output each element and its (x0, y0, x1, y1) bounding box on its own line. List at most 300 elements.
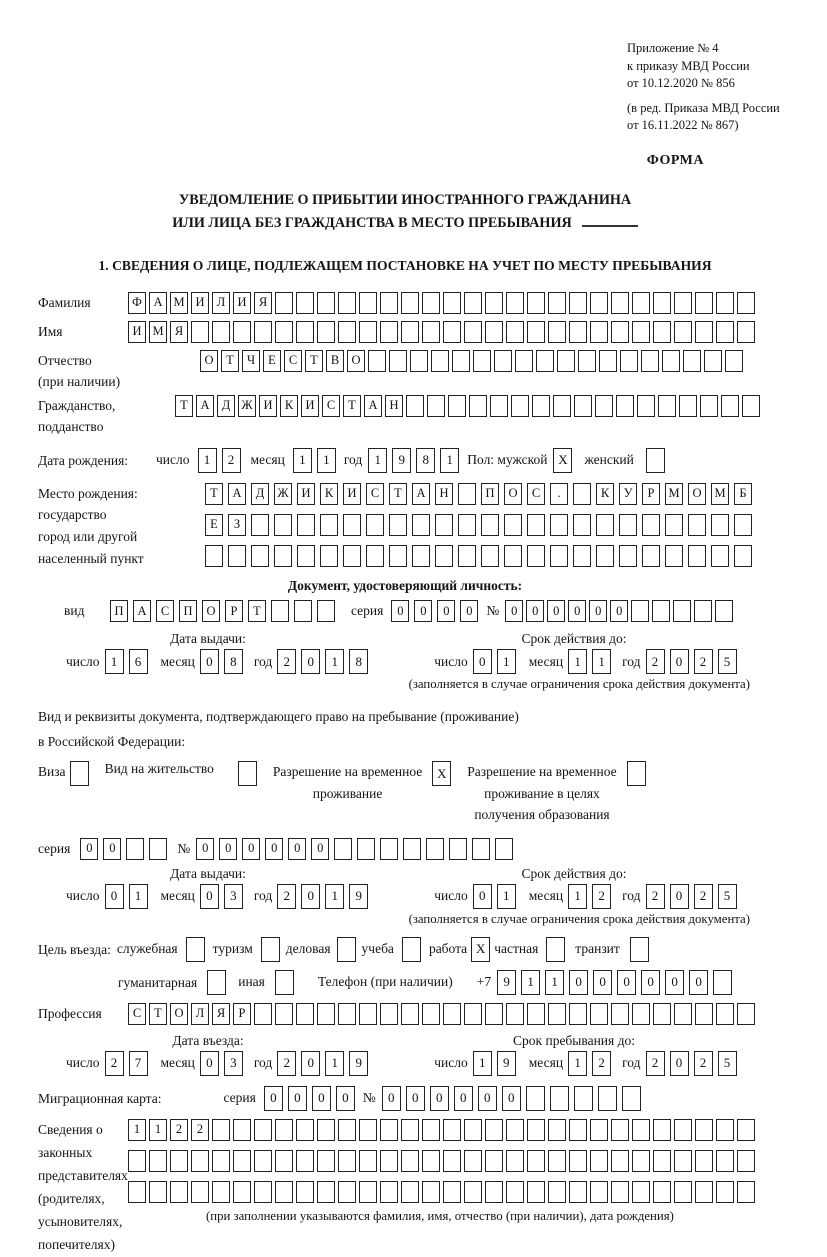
surname-cell[interactable] (653, 292, 671, 314)
birthplace-cell[interactable]: С (366, 483, 384, 505)
guardian-cell[interactable] (485, 1119, 503, 1141)
name-cell[interactable] (695, 321, 713, 343)
patronymic-cell[interactable] (368, 350, 386, 372)
edu-residence-box[interactable] (627, 761, 646, 786)
patronymic-cell[interactable]: Т (305, 350, 323, 372)
purpose-box[interactable] (546, 937, 565, 962)
permit-number-cell[interactable] (449, 838, 467, 860)
profession-cell[interactable]: Я (212, 1003, 230, 1025)
patronymic-cell[interactable] (494, 350, 512, 372)
date-cell[interactable]: 1 (592, 649, 611, 674)
profession-cell[interactable] (296, 1003, 314, 1025)
date-cell[interactable]: 0 (105, 884, 124, 909)
date-cell[interactable]: 2 (646, 1051, 665, 1076)
iddoc-kind-cell[interactable]: П (179, 600, 197, 622)
citizenship-cell[interactable] (406, 395, 424, 417)
guardian-cell[interactable] (233, 1181, 251, 1203)
guardian-cell[interactable] (653, 1181, 671, 1203)
iddoc-kind-cell[interactable]: Т (248, 600, 266, 622)
patronymic-cell[interactable] (536, 350, 554, 372)
phone-cell[interactable]: 9 (497, 970, 516, 995)
surname-cell[interactable]: И (233, 292, 251, 314)
permit-number-cell[interactable] (403, 838, 421, 860)
citizenship-cell[interactable]: А (196, 395, 214, 417)
permit-number-cell[interactable]: 0 (242, 838, 260, 860)
birthplace-cell[interactable] (504, 514, 522, 536)
permit-number-cell[interactable] (426, 838, 444, 860)
guardian-cell[interactable] (674, 1119, 692, 1141)
citizenship-cell[interactable] (721, 395, 739, 417)
date-cell[interactable]: 1 (473, 1051, 492, 1076)
birthplace-cell[interactable] (481, 514, 499, 536)
guardian-cell[interactable] (191, 1181, 209, 1203)
profession-cell[interactable] (380, 1003, 398, 1025)
date-cell[interactable]: 2 (277, 884, 296, 909)
guardian-cell[interactable] (296, 1181, 314, 1203)
date-cell[interactable]: 2 (646, 884, 665, 909)
profession-cell[interactable] (653, 1003, 671, 1025)
patronymic-cell[interactable] (599, 350, 617, 372)
birthplace-cell[interactable] (711, 545, 729, 567)
date-cell[interactable]: 2 (646, 649, 665, 674)
guardian-cell[interactable] (212, 1119, 230, 1141)
iddoc-number-cell[interactable] (673, 600, 691, 622)
guardian-cell[interactable] (443, 1119, 461, 1141)
sex-male-box[interactable]: X (553, 448, 572, 473)
citizenship-cell[interactable] (574, 395, 592, 417)
patronymic-cell[interactable] (473, 350, 491, 372)
birthplace-cell[interactable] (228, 545, 246, 567)
name-cell[interactable] (401, 321, 419, 343)
profession-cell[interactable] (716, 1003, 734, 1025)
guardian-cell[interactable] (716, 1181, 734, 1203)
patronymic-cell[interactable] (662, 350, 680, 372)
name-cell[interactable] (464, 321, 482, 343)
iddoc-number-cell[interactable] (652, 600, 670, 622)
profession-cell[interactable] (590, 1003, 608, 1025)
guardian-cell[interactable] (401, 1119, 419, 1141)
date-cell[interactable]: 5 (718, 1051, 737, 1076)
purpose-box[interactable] (402, 937, 421, 962)
citizenship-cell[interactable]: С (322, 395, 340, 417)
migration-number-cell[interactable] (526, 1086, 545, 1111)
iddoc-number-cell[interactable]: 0 (505, 600, 523, 622)
profession-cell[interactable] (527, 1003, 545, 1025)
iddoc-kind-cell[interactable] (317, 600, 335, 622)
guardian-cell[interactable] (170, 1150, 188, 1172)
patronymic-cell[interactable]: Т (221, 350, 239, 372)
guardian-cell[interactable] (401, 1181, 419, 1203)
iddoc-kind-cell[interactable]: Р (225, 600, 243, 622)
name-cell[interactable] (254, 321, 272, 343)
patronymic-cell[interactable] (515, 350, 533, 372)
guardian-cell[interactable] (611, 1119, 629, 1141)
birthplace-cell[interactable]: У (619, 483, 637, 505)
surname-cell[interactable] (737, 292, 755, 314)
date-cell[interactable]: 2 (592, 1051, 611, 1076)
permit-number-cell[interactable] (334, 838, 352, 860)
guardian-cell[interactable] (275, 1119, 293, 1141)
migration-series-cell[interactable]: 0 (264, 1086, 283, 1111)
birthplace-cell[interactable] (711, 514, 729, 536)
surname-cell[interactable] (317, 292, 335, 314)
birth-year-cell[interactable]: 8 (416, 448, 435, 473)
date-cell[interactable]: 1 (568, 649, 587, 674)
birthplace-cell[interactable] (458, 514, 476, 536)
date-cell[interactable]: 9 (349, 884, 368, 909)
guardian-cell[interactable] (695, 1150, 713, 1172)
migration-number-cell[interactable]: 0 (430, 1086, 449, 1111)
permit-number-cell[interactable] (472, 838, 490, 860)
guardian-cell[interactable] (443, 1150, 461, 1172)
permit-series-cell[interactable] (149, 838, 167, 860)
guardian-cell[interactable] (380, 1119, 398, 1141)
birthplace-cell[interactable] (389, 514, 407, 536)
name-cell[interactable] (611, 321, 629, 343)
profession-cell[interactable]: О (170, 1003, 188, 1025)
migration-series-cell[interactable]: 0 (312, 1086, 331, 1111)
date-cell[interactable]: 5 (718, 649, 737, 674)
purpose-box[interactable] (186, 937, 205, 962)
guardian-cell[interactable] (485, 1150, 503, 1172)
date-cell[interactable]: 7 (129, 1051, 148, 1076)
birth-year-cell[interactable]: 1 (440, 448, 459, 473)
date-cell[interactable]: 0 (301, 884, 320, 909)
citizenship-cell[interactable] (742, 395, 760, 417)
birthplace-cell[interactable] (504, 545, 522, 567)
guardian-cell[interactable] (485, 1181, 503, 1203)
citizenship-cell[interactable] (511, 395, 529, 417)
guardian-cell[interactable] (443, 1181, 461, 1203)
guardian-cell[interactable] (212, 1181, 230, 1203)
name-cell[interactable] (674, 321, 692, 343)
purpose-box[interactable]: X (471, 937, 490, 962)
citizenship-cell[interactable]: Т (343, 395, 361, 417)
profession-cell[interactable] (548, 1003, 566, 1025)
migration-number-cell[interactable]: 0 (382, 1086, 401, 1111)
citizenship-cell[interactable]: Т (175, 395, 193, 417)
birthplace-cell[interactable] (274, 514, 292, 536)
surname-cell[interactable] (338, 292, 356, 314)
surname-cell[interactable] (590, 292, 608, 314)
guardian-cell[interactable] (380, 1181, 398, 1203)
birthplace-cell[interactable] (642, 545, 660, 567)
name-cell[interactable] (212, 321, 230, 343)
iddoc-series-cell[interactable]: 0 (391, 600, 409, 622)
surname-cell[interactable] (485, 292, 503, 314)
birthplace-cell[interactable] (573, 514, 591, 536)
name-cell[interactable] (527, 321, 545, 343)
profession-cell[interactable] (443, 1003, 461, 1025)
name-cell[interactable] (506, 321, 524, 343)
citizenship-cell[interactable]: Ж (238, 395, 256, 417)
iddoc-number-cell[interactable]: 0 (547, 600, 565, 622)
guardian-cell[interactable] (674, 1181, 692, 1203)
profession-cell[interactable] (422, 1003, 440, 1025)
guardian-cell[interactable] (338, 1150, 356, 1172)
citizenship-cell[interactable] (469, 395, 487, 417)
date-cell[interactable]: 0 (200, 1051, 219, 1076)
guardian-cell[interactable] (506, 1150, 524, 1172)
guardian-cell[interactable] (569, 1119, 587, 1141)
birthplace-cell[interactable]: Н (435, 483, 453, 505)
date-cell[interactable]: 8 (224, 649, 243, 674)
guardian-cell[interactable] (422, 1119, 440, 1141)
purpose-box[interactable] (261, 937, 280, 962)
citizenship-cell[interactable] (490, 395, 508, 417)
name-cell[interactable] (443, 321, 461, 343)
birthplace-cell[interactable] (297, 545, 315, 567)
date-cell[interactable]: 2 (592, 884, 611, 909)
date-cell[interactable]: 8 (349, 649, 368, 674)
name-cell[interactable] (548, 321, 566, 343)
surname-cell[interactable] (716, 292, 734, 314)
citizenship-cell[interactable]: Н (385, 395, 403, 417)
profession-cell[interactable] (275, 1003, 293, 1025)
name-cell[interactable] (737, 321, 755, 343)
birthplace-cell[interactable] (573, 545, 591, 567)
phone-cell[interactable]: 0 (689, 970, 708, 995)
permit-series-cell[interactable] (126, 838, 144, 860)
guardian-cell[interactable] (359, 1181, 377, 1203)
date-cell[interactable]: 0 (670, 1051, 689, 1076)
guardian-cell[interactable] (716, 1119, 734, 1141)
guardian-cell[interactable] (233, 1150, 251, 1172)
birthplace-cell[interactable]: О (688, 483, 706, 505)
guardian-cell[interactable] (632, 1119, 650, 1141)
guardian-cell[interactable] (296, 1150, 314, 1172)
guardian-cell[interactable] (275, 1150, 293, 1172)
birthplace-cell[interactable] (435, 514, 453, 536)
surname-cell[interactable] (401, 292, 419, 314)
surname-cell[interactable] (443, 292, 461, 314)
name-cell[interactable] (233, 321, 251, 343)
birthplace-cell[interactable] (642, 514, 660, 536)
migration-series-cell[interactable]: 0 (336, 1086, 355, 1111)
birthplace-cell[interactable] (251, 545, 269, 567)
guardian-cell[interactable] (422, 1181, 440, 1203)
birthplace-cell[interactable]: Д (251, 483, 269, 505)
permit-number-cell[interactable]: 0 (311, 838, 329, 860)
birthplace-cell[interactable] (688, 545, 706, 567)
date-cell[interactable]: 6 (129, 649, 148, 674)
birthplace-cell[interactable] (458, 545, 476, 567)
citizenship-cell[interactable]: А (364, 395, 382, 417)
surname-cell[interactable]: Л (212, 292, 230, 314)
guardian-cell[interactable] (401, 1150, 419, 1172)
patronymic-cell[interactable]: Е (263, 350, 281, 372)
birthplace-cell[interactable] (619, 545, 637, 567)
profession-cell[interactable] (338, 1003, 356, 1025)
birthplace-cell[interactable]: Ж (274, 483, 292, 505)
date-cell[interactable]: 2 (694, 884, 713, 909)
birthplace-cell[interactable] (458, 483, 476, 505)
guardian-cell[interactable] (128, 1181, 146, 1203)
surname-cell[interactable]: А (149, 292, 167, 314)
birthplace-cell[interactable] (389, 545, 407, 567)
patronymic-cell[interactable] (410, 350, 428, 372)
phone-cell[interactable]: 1 (545, 970, 564, 995)
date-cell[interactable]: 9 (497, 1051, 516, 1076)
guardian-cell[interactable] (254, 1119, 272, 1141)
surname-cell[interactable] (611, 292, 629, 314)
birthplace-cell[interactable] (665, 514, 683, 536)
purpose-box[interactable] (207, 970, 226, 995)
phone-cell[interactable]: 0 (569, 970, 588, 995)
guardian-cell[interactable] (548, 1181, 566, 1203)
date-cell[interactable]: 2 (694, 1051, 713, 1076)
surname-cell[interactable] (548, 292, 566, 314)
citizenship-cell[interactable]: И (301, 395, 319, 417)
birthplace-cell[interactable] (343, 545, 361, 567)
iddoc-series-cell[interactable]: 0 (414, 600, 432, 622)
phone-cell[interactable]: 0 (665, 970, 684, 995)
citizenship-cell[interactable] (616, 395, 634, 417)
name-cell[interactable] (485, 321, 503, 343)
guardian-cell[interactable] (464, 1119, 482, 1141)
guardian-cell[interactable] (695, 1119, 713, 1141)
surname-cell[interactable] (569, 292, 587, 314)
citizenship-cell[interactable] (427, 395, 445, 417)
birthplace-cell[interactable] (366, 545, 384, 567)
name-cell[interactable] (590, 321, 608, 343)
residence-box[interactable] (238, 761, 257, 786)
birthplace-cell[interactable] (366, 514, 384, 536)
guardian-cell[interactable] (149, 1181, 167, 1203)
surname-cell[interactable] (527, 292, 545, 314)
name-cell[interactable]: М (149, 321, 167, 343)
citizenship-cell[interactable] (700, 395, 718, 417)
phone-cell[interactable] (713, 970, 732, 995)
profession-cell[interactable] (359, 1003, 377, 1025)
date-cell[interactable]: 0 (473, 884, 492, 909)
guardian-cell[interactable] (212, 1150, 230, 1172)
permit-number-cell[interactable] (357, 838, 375, 860)
surname-cell[interactable] (275, 292, 293, 314)
guardian-cell[interactable] (338, 1119, 356, 1141)
name-cell[interactable] (359, 321, 377, 343)
birthplace-cell[interactable]: К (320, 483, 338, 505)
iddoc-kind-cell[interactable] (294, 600, 312, 622)
birthplace-cell[interactable]: С (527, 483, 545, 505)
date-cell[interactable]: 1 (497, 884, 516, 909)
birthplace-cell[interactable] (320, 545, 338, 567)
birthplace-cell[interactable] (343, 514, 361, 536)
date-cell[interactable]: 2 (694, 649, 713, 674)
guardian-cell[interactable] (359, 1119, 377, 1141)
surname-cell[interactable]: Я (254, 292, 272, 314)
iddoc-kind-cell[interactable]: О (202, 600, 220, 622)
guardian-cell[interactable] (317, 1181, 335, 1203)
migration-number-cell[interactable] (550, 1086, 569, 1111)
patronymic-cell[interactable]: О (347, 350, 365, 372)
birthplace-cell[interactable]: К (596, 483, 614, 505)
permit-number-cell[interactable] (380, 838, 398, 860)
birthplace-cell[interactable]: Р (642, 483, 660, 505)
phone-cell[interactable]: 0 (593, 970, 612, 995)
name-cell[interactable] (296, 321, 314, 343)
guardian-cell[interactable] (590, 1181, 608, 1203)
iddoc-number-cell[interactable] (631, 600, 649, 622)
date-cell[interactable]: 0 (670, 649, 689, 674)
birthplace-cell[interactable]: А (412, 483, 430, 505)
guardian-cell[interactable] (737, 1181, 755, 1203)
iddoc-kind-cell[interactable]: С (156, 600, 174, 622)
name-cell[interactable]: Я (170, 321, 188, 343)
profession-cell[interactable]: Л (191, 1003, 209, 1025)
date-cell[interactable]: 1 (129, 884, 148, 909)
date-cell[interactable]: 0 (473, 649, 492, 674)
surname-cell[interactable]: И (191, 292, 209, 314)
citizenship-cell[interactable]: К (280, 395, 298, 417)
name-cell[interactable] (275, 321, 293, 343)
patronymic-cell[interactable] (641, 350, 659, 372)
birthplace-cell[interactable]: Т (205, 483, 223, 505)
guardian-cell[interactable] (653, 1150, 671, 1172)
birth-day-cell[interactable]: 2 (222, 448, 241, 473)
profession-cell[interactable] (317, 1003, 335, 1025)
birthplace-cell[interactable] (550, 514, 568, 536)
citizenship-cell[interactable] (532, 395, 550, 417)
profession-cell[interactable] (401, 1003, 419, 1025)
citizenship-cell[interactable] (595, 395, 613, 417)
iddoc-number-cell[interactable] (694, 600, 712, 622)
permit-number-cell[interactable]: 0 (219, 838, 237, 860)
patronymic-cell[interactable]: О (200, 350, 218, 372)
surname-cell[interactable] (296, 292, 314, 314)
profession-cell[interactable] (506, 1003, 524, 1025)
date-cell[interactable]: 2 (105, 1051, 124, 1076)
iddoc-number-cell[interactable]: 0 (610, 600, 628, 622)
patronymic-cell[interactable] (389, 350, 407, 372)
guardian-cell[interactable] (464, 1150, 482, 1172)
profession-cell[interactable]: Р (233, 1003, 251, 1025)
sex-female-box[interactable] (646, 448, 665, 473)
birthplace-cell[interactable] (527, 514, 545, 536)
birthplace-cell[interactable] (435, 545, 453, 567)
profession-cell[interactable]: С (128, 1003, 146, 1025)
guardian-cell[interactable] (317, 1150, 335, 1172)
patronymic-cell[interactable]: В (326, 350, 344, 372)
permit-series-cell[interactable]: 0 (80, 838, 98, 860)
citizenship-cell[interactable] (658, 395, 676, 417)
birthplace-cell[interactable]: Е (205, 514, 223, 536)
migration-number-cell[interactable] (574, 1086, 593, 1111)
name-cell[interactable] (653, 321, 671, 343)
date-cell[interactable]: 0 (200, 884, 219, 909)
citizenship-cell[interactable]: И (259, 395, 277, 417)
birthplace-cell[interactable]: О (504, 483, 522, 505)
migration-number-cell[interactable] (622, 1086, 641, 1111)
name-cell[interactable]: И (128, 321, 146, 343)
birth-year-cell[interactable]: 1 (368, 448, 387, 473)
patronymic-cell[interactable] (725, 350, 743, 372)
profession-cell[interactable] (254, 1003, 272, 1025)
date-cell[interactable]: 5 (718, 884, 737, 909)
patronymic-cell[interactable]: Ч (242, 350, 260, 372)
birthplace-cell[interactable] (412, 514, 430, 536)
guardian-cell[interactable]: 2 (170, 1119, 188, 1141)
migration-number-cell[interactable] (598, 1086, 617, 1111)
birthplace-cell[interactable]: Т (389, 483, 407, 505)
birthplace-cell[interactable] (619, 514, 637, 536)
surname-cell[interactable] (380, 292, 398, 314)
guardian-cell[interactable]: 1 (128, 1119, 146, 1141)
guardian-cell[interactable] (506, 1119, 524, 1141)
birthplace-cell[interactable] (274, 545, 292, 567)
date-cell[interactable]: 1 (325, 1051, 344, 1076)
surname-cell[interactable]: Ф (128, 292, 146, 314)
